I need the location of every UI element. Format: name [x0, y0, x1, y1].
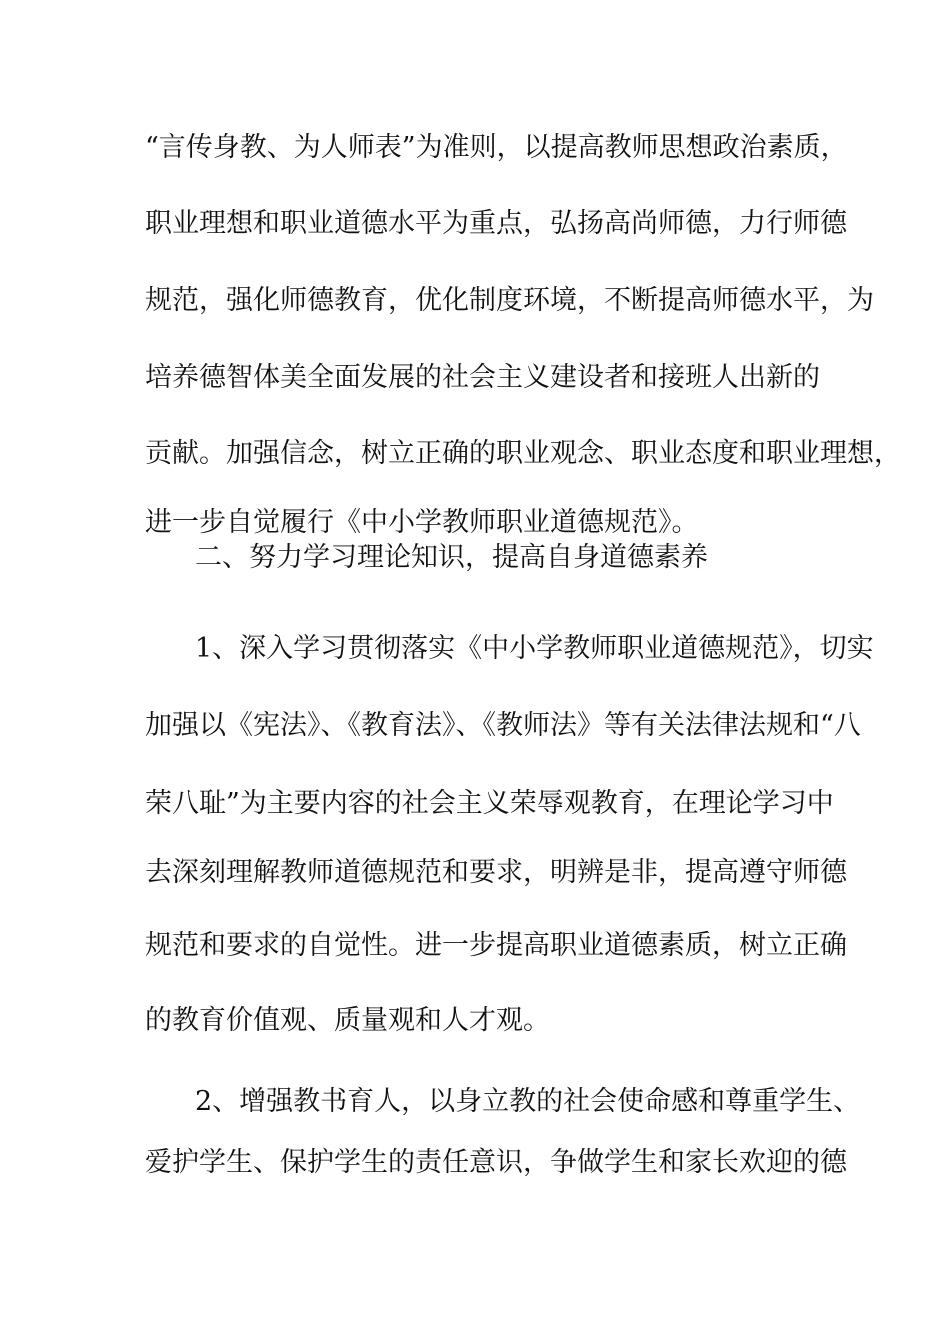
section-heading: 二、努力学习理论知识，提高自身道德素养 — [195, 542, 708, 573]
text-line: 的教育价值观、质量观和人才观。 — [145, 1005, 550, 1036]
text-line: “言传身教、为人师表”为准则，以提高教师思想政治素质， — [145, 132, 848, 163]
text-line: 进一步自觉履行《中小学教师职业道德规范》。 — [145, 507, 699, 538]
text-line: 贡献。加强信念，树立正确的职业观念、职业态度和职业理想， — [145, 438, 901, 469]
text-line: 1、深入学习贯彻落实《中小学教师职业道德规范》，切实 — [195, 633, 874, 664]
text-line: 2、增强教书育人，以身立教的社会使命感和尊重学生、 — [195, 1086, 861, 1117]
text-line: 规范，强化师德教育，优化制度环境，不断提高师德水平，为 — [145, 285, 874, 316]
text-line: 加强以《宪法》、《教育法》、《教师法》等有关法律法规和“八 — [145, 710, 861, 741]
text-line: 职业理想和职业道德水平为重点，弘扬高尚师德，力行师德 — [145, 208, 847, 239]
text-line: 培养德智体美全面发展的社会主义建设者和接班人出新的 — [145, 362, 820, 393]
text-line: 去深刻理解教师道德规范和要求，明辨是非，提高遵守师德 — [145, 857, 847, 888]
text-line: 爱护学生、保护学生的责任意识，争做学生和家长欢迎的德 — [145, 1147, 847, 1178]
text-line: 规范和要求的自觉性。进一步提高职业道德素质，树立正确 — [145, 930, 847, 961]
text-line: 荣八耻”为主要内容的社会主义荣辱观教育，在理论学习中 — [145, 788, 834, 819]
